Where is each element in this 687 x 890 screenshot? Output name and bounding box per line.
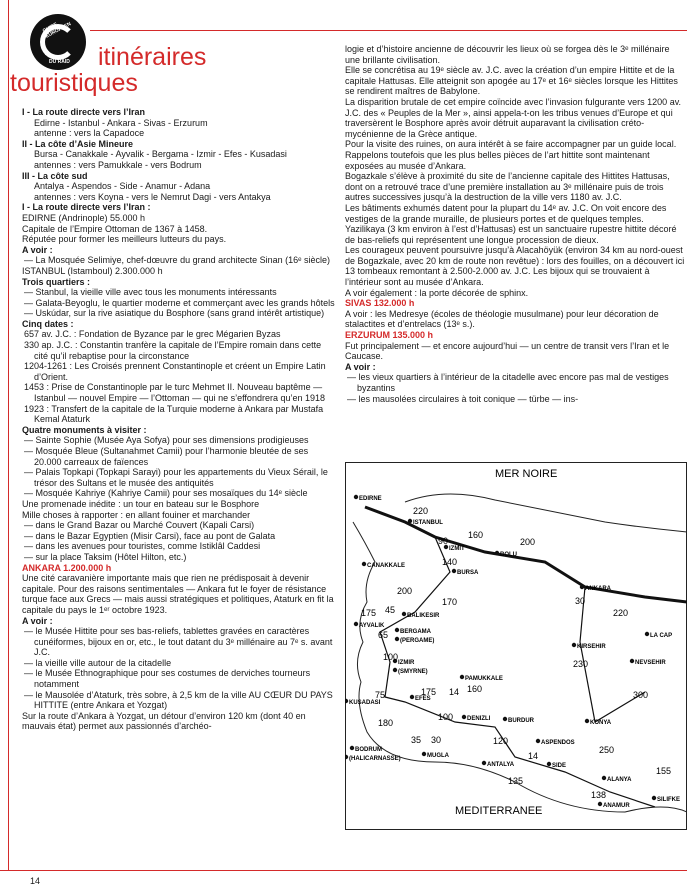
- title-line-1: itinéraires: [98, 43, 207, 71]
- distance-label: 14: [528, 751, 539, 761]
- city-marker: [422, 752, 426, 756]
- colR-paragraph: Elle se concrétisa au 19ᵉ siècle av. J.C. avec la création d’un empire Hittite et de la capitale Hattusas. Elle atteignit son apogée au 17ᵉ et 16ᵉ siècles lorsque les Hittites se rendirent maîtres de Babylone.: [345, 65, 678, 97]
- colL-paragraph: — Sainte Sophie (Musée Aya Sofya) pour ses dimensions prodigieuses: [24, 435, 309, 446]
- distance-label: 160: [468, 530, 484, 540]
- colR-paragraph: — les vieux quartiers à l’intérieur de la citadelle avec encore pas mal de vestiges byzantins: [347, 372, 669, 393]
- distance-label: 200: [397, 586, 413, 596]
- city-label: MUGLA: [427, 753, 449, 759]
- distance-label: 90: [438, 536, 449, 546]
- city-marker: [350, 746, 354, 750]
- colL-paragraph: ISTANBUL (Istamboul) 2.300.000 h: [22, 265, 163, 276]
- city-label: ISTANBUL: [413, 520, 443, 526]
- city-label: BURSA: [457, 570, 479, 576]
- city-label: ALANYA: [607, 777, 632, 783]
- city-label: ANKARA: [585, 586, 611, 592]
- distance-label: 155: [656, 766, 672, 776]
- colL-paragraph: Une cité caravanière importante mais que rien ne prédisposait à devenir capitale. Pour des raisons sentimentales — Ankara fut le foyer de résistance turque face aux Grecs — mais aussi stratégiques et politiques, Ataturk en fit la capitale du pays le 1ᵉʳ octobre 1923.: [22, 573, 334, 615]
- city-marker: [598, 802, 602, 806]
- colL-paragraph: I - La route directe vers l’Iran: [22, 107, 146, 117]
- distance-label: 170: [442, 597, 458, 607]
- colR-paragraph: Fut principalement — et encore aujourd’hui — un centre de transit vers l’Iran et le Caucase.: [345, 340, 670, 362]
- city-label: ANAMUR: [603, 803, 630, 809]
- colL-paragraph: Capitale de l’Empire Ottoman de 1367 à 1458.: [22, 223, 208, 234]
- city-marker: [362, 562, 366, 566]
- distance-label: 200: [520, 537, 536, 547]
- colL-paragraph: — le Mausolée d’Ataturk, très sobre, à 2,5 km de la ville AU CŒUR DU PAYS HITTITE (entre Ankara et Yozgat): [24, 689, 333, 711]
- colR-paragraph: A voir également : la porte décorée de sphinx.: [345, 287, 529, 298]
- distance-label: 220: [613, 608, 629, 618]
- colL-paragraph: A voir :: [22, 244, 53, 255]
- colR-paragraph: A voir : les Medresye (écoles de théologie musulmane) pour leur décoration de stalactites et d’entrelacs (13ᵉ s.).: [345, 308, 659, 330]
- colL-paragraph: Réputée pour former les meilleurs lutteurs du pays.: [22, 234, 227, 245]
- city-marker: [536, 739, 540, 743]
- city-marker: [580, 585, 584, 589]
- city-label: SIDE: [552, 763, 567, 769]
- colL-paragraph: Bursa - Canakkale - Ayvalik - Bergama - Izmir - Efes - Kusadasi: [34, 149, 287, 160]
- city-marker: [585, 719, 589, 723]
- city-label: BERGAMA: [400, 629, 431, 635]
- colL-paragraph: — dans le Bazar Egyptien (Misir Carsi), face au pont de Galata: [24, 530, 276, 541]
- city-label: EFES: [415, 696, 431, 702]
- city-label: KONYA: [590, 720, 612, 726]
- city-marker: [602, 776, 606, 780]
- city-marker: [354, 495, 358, 499]
- colL-paragraph: — Mosquée Bleue (Sultanahmet Camii) pour l’harmonie bleutée de ses 20.000 carreaux de faïences: [24, 446, 309, 467]
- page-title: [10, 44, 206, 96]
- colL-paragraph: Quatre monuments à visiter :: [22, 424, 147, 435]
- colL-paragraph: III - La côte sud: [22, 170, 88, 181]
- colL-paragraph: — Mosquée Kahriye (Kahriye Camii) pour ses mosaïques du 14ᵉ siècle: [24, 488, 308, 499]
- distance-label: 135: [508, 776, 524, 786]
- colL-paragraph: Une promenade inédite : un tour en bateau sur le Bosphore: [22, 498, 260, 509]
- city-label: PAMUKKALE: [465, 676, 503, 682]
- distance-label: 45: [385, 605, 396, 615]
- city-marker: [482, 761, 486, 765]
- colR-paragraph: — les mausolées circulaires à toit conique — türbe — ins-: [347, 393, 579, 404]
- distance-label: 35: [411, 735, 422, 745]
- city-marker: [393, 668, 397, 672]
- city-label: (HALICARNASSE): [349, 756, 401, 762]
- city-marker: [395, 637, 399, 641]
- route-map: [345, 462, 687, 830]
- colL-paragraph: antennes : vers Koyna - vers le Nemrut Dagi - vers Antakya: [34, 191, 271, 202]
- left-rule: [0, 0, 9, 870]
- colL-paragraph: — dans les avenues pour touristes, comme Istiklâl Caddesi: [24, 541, 261, 552]
- bottom-rule: [0, 870, 687, 871]
- city-marker: [572, 643, 576, 647]
- colL-paragraph: Mille choses à rapporter : en allant fouiner et marchander: [22, 509, 251, 520]
- distance-label: 175: [421, 687, 437, 697]
- distance-label: 220: [413, 506, 429, 516]
- colL-paragraph: ANKARA 1.200.000 h: [22, 562, 112, 573]
- colL-paragraph: A voir :: [22, 615, 53, 626]
- colL-paragraph: — le Musée Ethnographique pour ses costumes de derviches tourneurs notamment: [24, 668, 311, 690]
- distance-label: 65: [378, 630, 389, 640]
- city-label: KIRSEHIR: [577, 644, 606, 650]
- colL-paragraph: — le Musée Hittite pour ses bas-reliefs, tablettes gravées en caractères cunéiformes, bijoux en or, etc., le tout datant du 3ᵉ millénaire au 7ᵉ s. avant J.C.: [24, 626, 333, 658]
- colR-paragraph: Pour la visite des ruines, on aura intérêt à se faire accompagner par un guide local. Rappelons toutefois que les plus belles pièces de l’art hittite sont maintenant exposées au musée d’Ankara.: [345, 139, 677, 171]
- city-marker: [462, 715, 466, 719]
- city-label: IZMIT: [449, 546, 465, 552]
- city-marker: [402, 612, 406, 616]
- title-line-2: touristiques: [10, 69, 138, 97]
- colL-paragraph: — dans le Grand Bazar ou Marché Couvert (Kapali Carsi): [24, 520, 255, 531]
- colL-paragraph: — sur la place Taksim (Hôtel Hilton, etc.): [24, 551, 187, 562]
- sea-north-label: MER NOIRE: [495, 468, 558, 480]
- distance-label: 230: [573, 659, 589, 669]
- distance-label: 100: [438, 712, 454, 722]
- page-number: 14: [30, 876, 41, 886]
- logo-text-bottom: DU RAID: [49, 59, 70, 65]
- colL-paragraph: 657 av. J.C. : Fondation de Byzance par le grec Mégarien Byzas: [24, 329, 281, 340]
- colR-paragraph: Bogazkale s’élève à proximité du site de l’ancienne capitale des Hittites Hattusas, dont on a retrouvé trace d’une première installation au 3ᵉ millénaire puis de trois autres successives jusqu’à la destruction de la ville vers 1180 av. J.C.: [345, 171, 670, 203]
- sea-south-label: MEDITERRANEE: [455, 805, 543, 817]
- city-label: ASPENDOS: [541, 740, 575, 746]
- colL-paragraph: Cinq dates :: [22, 318, 74, 329]
- colL-paragraph: — Stanbul, la vieille ville avec tous les monuments intéressants: [24, 287, 277, 298]
- distance-label: 138: [591, 790, 607, 800]
- city-marker: [645, 632, 649, 636]
- distance-label: 75: [375, 690, 386, 700]
- city-marker: [410, 695, 414, 699]
- city-marker: [503, 717, 507, 721]
- city-marker: [395, 628, 399, 632]
- city-label: (SMYRNE): [398, 669, 428, 675]
- distance-label: 250: [599, 745, 615, 755]
- colR-paragraph: A voir :: [345, 361, 376, 372]
- city-label: DENIZLI: [467, 716, 491, 722]
- city-marker: [460, 675, 464, 679]
- city-label: BODRUM: [355, 747, 382, 753]
- colL-paragraph: 330 ap. J.C. : Constantin tranfère la capitale de l’Empire romain dans cette cité qu’il rebaptise pour la circonstance: [24, 340, 322, 361]
- colL-paragraph: — Galata-Beyoglu, le quartier moderne et commerçant avec les grands hôtels: [24, 297, 335, 308]
- colR-paragraph: Yazilikaya (3 km environ à l’est d’Hattusas) est un sanctuaire rupestre hittite décoré de bas-reliefs qui représentent une longue procession de dieux.: [345, 224, 677, 245]
- colL-paragraph: Edirne - Istanbul - Ankara - Sivas - Erzurum: [34, 117, 208, 128]
- distance-label: 120: [493, 736, 509, 746]
- distance-label: 30: [431, 735, 442, 745]
- distance-label: 175: [361, 608, 377, 618]
- colL-paragraph: II - La côte d’Asie Mineure: [22, 138, 134, 149]
- city-label: ANTALYA: [487, 762, 515, 768]
- city-label: BURDUR: [508, 718, 534, 724]
- city-label: SILIFKE: [657, 797, 681, 803]
- distance-label: 180: [378, 718, 394, 728]
- city-marker: [547, 762, 551, 766]
- city-label: CANAKKALE: [367, 563, 405, 569]
- city-label: NEVSEHIR: [635, 660, 666, 666]
- colL-paragraph: — Palais Topkapi (Topkapi Sarayi) pour les appartements du Vieux Sérail, le trésor des Sultans et le musée des antiquités: [24, 467, 328, 488]
- distance-label: 140: [442, 557, 458, 567]
- city-marker: [452, 569, 456, 573]
- city-marker: [354, 622, 358, 626]
- city-marker: [408, 519, 412, 523]
- city-marker: [630, 659, 634, 663]
- city-label: (PERGAME): [400, 638, 435, 644]
- colL-paragraph: EDIRNE (Andrinople) 55.000 h: [22, 212, 146, 223]
- city-marker: [495, 551, 499, 555]
- colL-paragraph: 1923 : Transfert de la capitale de la Turquie moderne à Ankara par Mustafa Kemal Ataturk: [24, 403, 324, 425]
- colL-paragraph: Antalya - Aspendos - Side - Anamur - Adana: [34, 181, 211, 192]
- colL-paragraph: Trois quartiers :: [22, 276, 91, 287]
- colR-paragraph: SIVAS 132.000 h: [345, 298, 415, 309]
- distance-label: 300: [633, 690, 649, 700]
- city-label: IZMIR: [398, 660, 415, 666]
- colL-paragraph: — La Mosquée Selimiye, chef-dœuvre du grand architecte Sinan (16ᵉ siècle): [24, 255, 330, 266]
- distance-label: 160: [467, 684, 483, 694]
- colR-paragraph: La disparition brutale de cet empire coïncide avec l’invasion fulgurante vers 1200 av. J.C. des « Peuples de la Mer », ainsi appela-t-on les tribus venues d’Europe et qui traversèrent le Bosphore après avoir détruit auparavant la civilisation créto-mycénienne de la Grèce antique.: [345, 96, 682, 139]
- distance-label: 14: [449, 687, 460, 697]
- colR-paragraph: ERZURUM 135.000 h: [345, 330, 434, 341]
- city-label: BALIKESIR: [407, 613, 440, 619]
- city-label: EDIRNE: [359, 496, 382, 502]
- colL-paragraph: 1453 : Prise de Constantinople par le turc Mehmet II. Nouveau baptême — Istanbul — nouvel Empire — l’Ottoman — qui ne s’effondrera qu’en 1918: [24, 382, 325, 404]
- colL-paragraph: — la vieille ville autour de la citadelle: [24, 657, 172, 668]
- left-column: [22, 107, 335, 732]
- colL-paragraph: Sur la route d’Ankara à Yozgat, un détour d’environ 120 km (dont 40 en mauvais état) permet aux passionnés d’archéo-: [22, 710, 306, 732]
- city-label: LA CAP: [650, 633, 673, 639]
- right-column: [345, 44, 685, 404]
- colL-paragraph: I - La route directe vers l’Iran :: [22, 202, 151, 213]
- city-label: BOLU: [500, 552, 517, 558]
- city-label: KUSADASI: [349, 700, 381, 706]
- colL-paragraph: 1204-1261 : Les Croisés prennent Constantinople et créent un Empire Latin d’Orient.: [24, 361, 326, 382]
- colL-paragraph: antennes : vers Pamukkale - vers Bodrum: [34, 159, 202, 170]
- colR-paragraph: logie et d’histoire ancienne de découvrir les lieux où se forgea dès le 3ᵉ millénaire une brillante civilisation.: [345, 44, 670, 65]
- city-label: AYVALIK: [359, 623, 385, 629]
- colR-paragraph: Les bâtiments exhumés datent pour la plupart du 14ᵉ av. J.C. On voit encore des vestiges de la grande muraille, de plusieurs portes et de quelques temples.: [345, 202, 667, 224]
- city-marker: [652, 796, 656, 800]
- distance-label: 100: [383, 652, 399, 662]
- distance-label: 30: [575, 596, 586, 606]
- colL-paragraph: — Uskúdar, sur la rive asiatique du Bosphore (sans grand intérêt artistique): [24, 308, 325, 319]
- logo-text-top: GUIDE EUROPÉEN: [41, 21, 73, 40]
- top-rule: [90, 30, 687, 31]
- colL-paragraph: antenne : vers la Capadoce: [34, 128, 145, 139]
- colR-paragraph: Les courageux peuvent poursuivre jusqu’à Alacahöyük (environ 34 km au nord-ouest de Bogazkale, avec 20 km de route non revêtue) : lors des fouilles, on a découvert ici 13 tombeaux remontant à 2.500-2.000 av. J.C. Les bijoux qui se trouvaient à l’intérieur sont au musée d’Ankara.: [345, 245, 685, 288]
